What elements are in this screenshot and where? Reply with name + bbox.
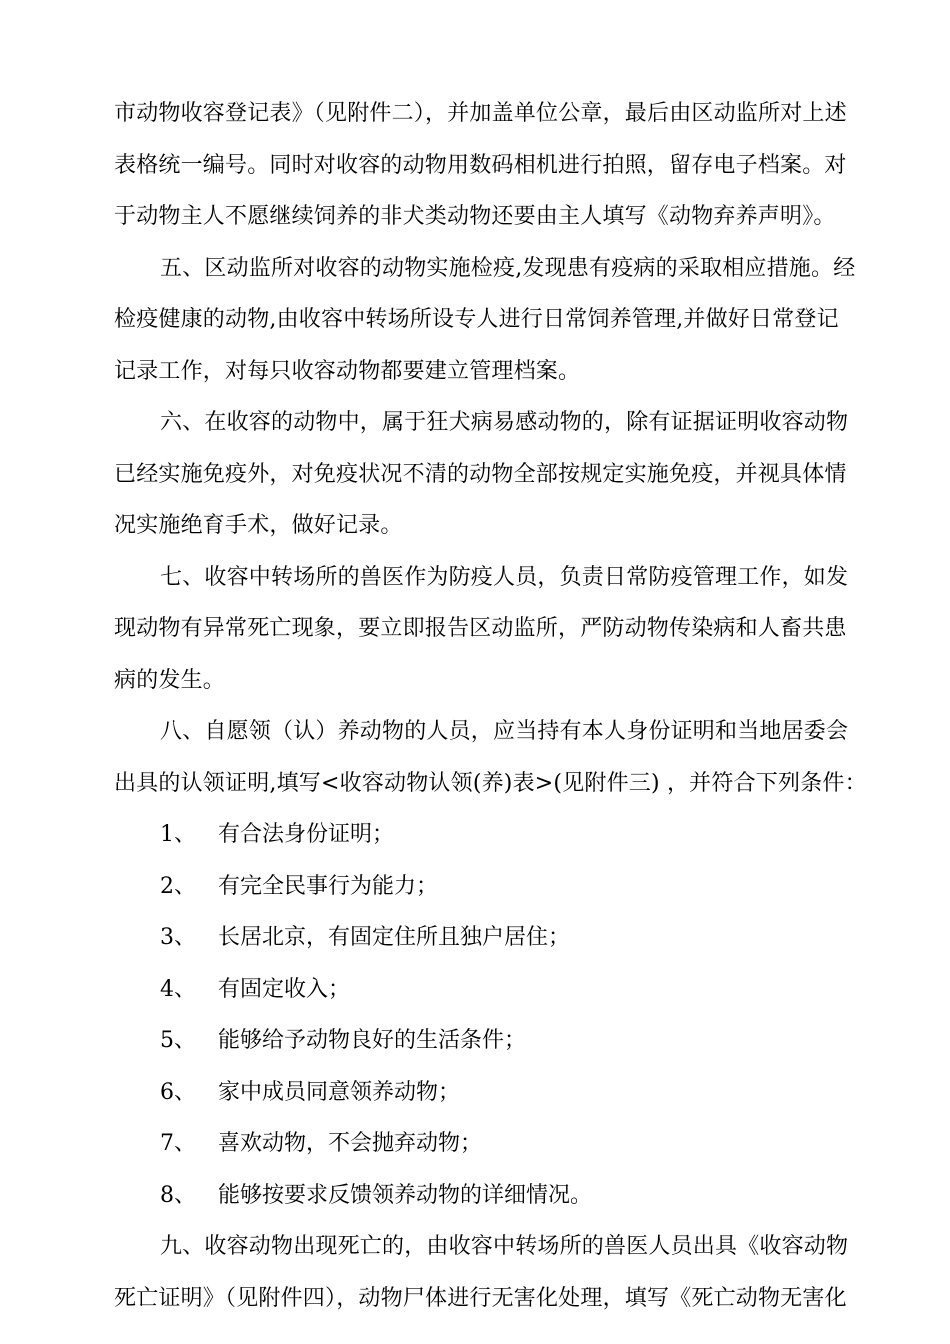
list-item-number: 3、 xyxy=(160,925,196,950)
document-body xyxy=(114,88,867,1324)
list-item-text: 能够给予动物良好的生活条件； xyxy=(218,1028,527,1053)
list-item-number: 4、 xyxy=(160,976,196,1002)
list-item xyxy=(114,809,862,861)
list-item xyxy=(114,1067,862,1119)
paragraph-item-7 xyxy=(114,552,862,707)
paragraph-item-5 xyxy=(114,243,862,398)
paragraph-item-6 xyxy=(114,397,862,552)
list-item xyxy=(114,964,862,1016)
text-line: 于动物主人不愿继续饲养的非犬类动物还要由主人填写《动物弃养声明》。 xyxy=(114,204,836,229)
text-line: 记录工作，对每只收容动物都要建立管理档案。 xyxy=(114,358,581,384)
text-line: 现动物有异常死亡现象，要立即报告区动监所，严防动物传染病和人畜共患 xyxy=(114,616,847,641)
text-line: 八、自愿领（认）养动物的人员，应当持有本人身份证明和当地居委会 xyxy=(160,719,849,744)
list-item-number: 8、 xyxy=(160,1182,196,1208)
paragraph-item-8 xyxy=(114,706,867,809)
list-item-text: 有固定收入； xyxy=(218,976,351,1002)
text-line: 况实施绝育手术，做好记录。 xyxy=(114,513,403,538)
list-item-number: 2、 xyxy=(160,873,196,899)
text-line: 六、在收容的动物中，属于狂犬病易感动物的，除有证据证明收容动物 xyxy=(160,410,849,435)
list-item xyxy=(114,861,862,913)
text-line: 已经实施免疫外，对免疫状况不清的动物全部按规定实施免疫，并视具体情 xyxy=(114,461,847,487)
list-item-text: 有合法身份证明； xyxy=(218,822,395,847)
list-item-text: 能够按要求反馈领养动物的详细情况。 xyxy=(218,1182,593,1208)
list-item xyxy=(114,912,862,964)
text-line: 五、区动监所对收容的动物实施检疫,发现患有疫病的采取相应措施。经 xyxy=(160,255,856,281)
list-item xyxy=(114,1118,862,1170)
list-item-text: 喜欢动物，不会抛弃动物； xyxy=(218,1131,483,1156)
text-line: 出具的认领证明,填写<收容动物认领(养)表>(见附件三) ，并符合下列条件： xyxy=(114,770,867,796)
list-item-number: 7、 xyxy=(160,1131,196,1156)
list-item xyxy=(114,1170,862,1222)
text-line: 九、收容动物出现死亡的，由收容中转场所的兽医人员出具《收容动物 xyxy=(160,1234,849,1259)
list-item-text: 长居北京，有固定住所且独户居住； xyxy=(218,925,571,950)
list-item-text: 有完全民事行为能力； xyxy=(218,873,439,899)
list-item-number: 5、 xyxy=(160,1028,196,1053)
paragraph-continuation xyxy=(114,88,862,243)
text-line: 死亡证明》（见附件四），动物尸体进行无害化处理，填写《死亡动物无害化 xyxy=(114,1285,847,1311)
list-item xyxy=(114,1015,862,1067)
paragraph-item-9 xyxy=(114,1221,862,1324)
text-line: 病的发生。 xyxy=(114,667,226,693)
conditions-list xyxy=(114,809,862,1221)
text-line: 七、收容中转场所的兽医作为防疫人员，负责日常防疫管理工作，如发 xyxy=(160,564,849,590)
list-item-text: 家中成员同意领养动物； xyxy=(218,1079,461,1105)
text-line: 检疫健康的动物,由收容中转场所设专人进行日常饲养管理,并做好日常登记 xyxy=(114,307,839,332)
list-item-number: 1、 xyxy=(160,822,196,847)
text-line: 市动物收容登记表》（见附件二），并加盖单位公章，最后由区动监所对上述 xyxy=(114,101,847,126)
list-item-number: 6、 xyxy=(160,1079,196,1105)
text-line: 表格统一编号。同时对收容的动物用数码相机进行拍照，留存电子档案。对 xyxy=(114,152,847,178)
